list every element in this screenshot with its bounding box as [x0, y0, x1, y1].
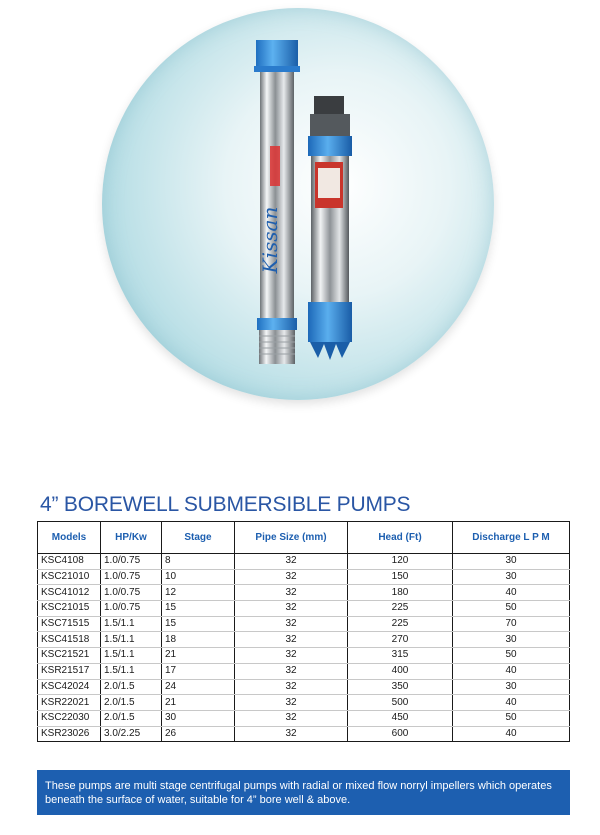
cell-model: KSR23026 [38, 726, 101, 742]
cell-head: 450 [348, 710, 453, 726]
cell-stage: 30 [162, 710, 235, 726]
cell-hp-kw: 1.5/1.1 [101, 648, 162, 664]
page-title: 4” BOREWELL SUBMERSIBLE PUMPS [40, 493, 411, 516]
cell-stage: 21 [162, 695, 235, 711]
cell-stage: 17 [162, 663, 235, 679]
specs-table [37, 521, 570, 742]
pump-image-large [254, 40, 300, 366]
table-row [38, 601, 570, 617]
cell-discharge: 40 [453, 585, 570, 601]
cell-model: KSR22021 [38, 695, 101, 711]
cell-head: 120 [348, 554, 453, 570]
column-header-hp-kw: HP/Kw [101, 522, 162, 554]
cell-model: KSC21521 [38, 648, 101, 664]
cell-model: KSC41518 [38, 632, 101, 648]
cell-stage: 12 [162, 585, 235, 601]
cell-head: 315 [348, 648, 453, 664]
cell-model: KSC41012 [38, 585, 101, 601]
cell-head: 500 [348, 695, 453, 711]
table-row [38, 710, 570, 726]
cell-hp-kw: 1.0/0.75 [101, 585, 162, 601]
cell-model: KSC21010 [38, 569, 101, 585]
cell-model: KSR21517 [38, 663, 101, 679]
cell-stage: 18 [162, 632, 235, 648]
cell-pipe-size: 32 [235, 601, 348, 617]
table-row [38, 663, 570, 679]
table-row [38, 569, 570, 585]
cell-discharge: 30 [453, 679, 570, 695]
cell-pipe-size: 32 [235, 679, 348, 695]
cell-pipe-size: 32 [235, 585, 348, 601]
cell-model: KSC21015 [38, 601, 101, 617]
cell-discharge: 30 [453, 554, 570, 570]
cell-head: 225 [348, 601, 453, 617]
cell-pipe-size: 32 [235, 663, 348, 679]
table-header-row [38, 522, 570, 554]
table-row [38, 695, 570, 711]
cell-head: 400 [348, 663, 453, 679]
cell-pipe-size: 32 [235, 710, 348, 726]
cell-stage: 26 [162, 726, 235, 742]
cell-head: 225 [348, 616, 453, 632]
column-header-discharge: Discharge L P M [453, 522, 570, 554]
cell-pipe-size: 32 [235, 554, 348, 570]
cell-pipe-size: 32 [235, 632, 348, 648]
cell-hp-kw: 1.5/1.1 [101, 632, 162, 648]
info-note: These pumps are multi stage centrifugal pumps with radial or mixed flow norryl impellers which operates beneath the surface of water, suitable for 4” bore well & above. [37, 770, 570, 815]
cell-pipe-size: 32 [235, 648, 348, 664]
table-row [38, 679, 570, 695]
cell-hp-kw: 1.5/1.1 [101, 616, 162, 632]
cell-stage: 15 [162, 616, 235, 632]
cell-hp-kw: 2.0/1.5 [101, 710, 162, 726]
cell-head: 270 [348, 632, 453, 648]
cell-stage: 8 [162, 554, 235, 570]
cell-discharge: 40 [453, 726, 570, 742]
cell-hp-kw: 3.0/2.25 [101, 726, 162, 742]
cell-discharge: 50 [453, 601, 570, 617]
cell-model: KSC4108 [38, 554, 101, 570]
cell-hp-kw: 2.0/1.5 [101, 695, 162, 711]
table-row [38, 616, 570, 632]
column-header-stage: Stage [162, 522, 235, 554]
brand-logo-text: Kissan [258, 206, 282, 274]
cell-discharge: 40 [453, 695, 570, 711]
cell-discharge: 70 [453, 616, 570, 632]
cell-model: KSC22030 [38, 710, 101, 726]
cell-model: KSC42024 [38, 679, 101, 695]
cell-discharge: 30 [453, 569, 570, 585]
table-row [38, 554, 570, 570]
cell-pipe-size: 32 [235, 726, 348, 742]
cell-stage: 15 [162, 601, 235, 617]
cell-pipe-size: 32 [235, 695, 348, 711]
table-row [38, 726, 570, 742]
column-header-models: Models [38, 522, 101, 554]
cell-discharge: 50 [453, 648, 570, 664]
cell-discharge: 50 [453, 710, 570, 726]
cell-hp-kw: 1.5/1.1 [101, 663, 162, 679]
cell-hp-kw: 1.0/0.75 [101, 554, 162, 570]
cell-head: 600 [348, 726, 453, 742]
column-header-head: Head (Ft) [348, 522, 453, 554]
cell-hp-kw: 2.0/1.5 [101, 679, 162, 695]
cell-hp-kw: 1.0/0.75 [101, 601, 162, 617]
cell-hp-kw: 1.0/0.75 [101, 569, 162, 585]
cell-stage: 10 [162, 569, 235, 585]
cell-stage: 21 [162, 648, 235, 664]
cell-head: 180 [348, 585, 453, 601]
cell-discharge: 30 [453, 632, 570, 648]
cell-stage: 24 [162, 679, 235, 695]
cell-discharge: 40 [453, 663, 570, 679]
cell-head: 150 [348, 569, 453, 585]
table-row [38, 648, 570, 664]
cell-pipe-size: 32 [235, 616, 348, 632]
cell-head: 350 [348, 679, 453, 695]
table-row [38, 585, 570, 601]
column-header-pipe-size: Pipe Size (mm) [235, 522, 348, 554]
table-row [38, 632, 570, 648]
cell-pipe-size: 32 [235, 569, 348, 585]
pump-image-motor [306, 96, 354, 368]
cell-model: KSC71515 [38, 616, 101, 632]
